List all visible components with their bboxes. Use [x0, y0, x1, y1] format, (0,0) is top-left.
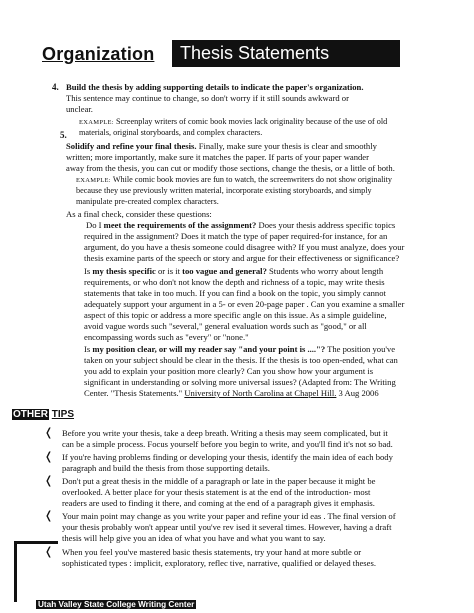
bullet-icon: ❬	[44, 545, 54, 558]
question3-line4: significant in understanding or solving more universal issues? (Adapted from: The Writing	[84, 377, 396, 387]
question3-line1: Is my position clear, or will my reader say "and your point is ...."? The position you've	[84, 344, 396, 354]
step4-title: Build the thesis by adding supporting details to indicate the paper's organization.	[66, 82, 364, 92]
step5-line1: Solidify and refine your final thesis. Finally, make sure your thesis is clear and smoothly	[66, 141, 377, 151]
tip4-line1: Your main point may change as you write your paper and refine your id eas . The final version of	[62, 511, 396, 521]
question3-line2: taken on your subject should be clear in the thesis. If the thesis is too open-ended, what can	[84, 355, 398, 365]
final-check-intro: As a final check, consider these questions:	[66, 209, 212, 219]
question2-line7: encompassing words such as "every" or "none."	[84, 332, 249, 342]
question2-line6: avoid vague words such "several," general evaluation words such as "good," or all	[84, 321, 367, 331]
tip5-line1: When you feel you've mastered basic thesis statements, try your hand at more subtle or	[62, 547, 362, 557]
bullet-icon: ❬	[44, 474, 54, 487]
tip3-line1: Don't put a great thesis in the middle of a paragraph or late in the paper because it might be	[62, 476, 376, 486]
tip4-line3: thesis will help give you an idea of what you have and what you want to say.	[62, 533, 326, 543]
bullet-icon: ❬	[44, 450, 54, 463]
question1-line2: required in the assignment? Does it match the type of paper required-for instance, for an	[84, 231, 388, 241]
tip1-line2: can be a simple process. Focus yourself before you begin to write, and you'll find it's not so bad.	[62, 439, 393, 449]
tip2-line2: paragraph and build the thesis from those supporting details.	[62, 463, 270, 473]
other-tips-heading: OTHER TIPS	[13, 409, 75, 420]
tip3-line2: overlooked. A better place for your thesis statement is at the end of the introduction- most	[62, 487, 371, 497]
footer-frame-side	[14, 542, 17, 602]
source-link[interactable]: University of North Carolina at Chapel Hill.	[184, 388, 337, 398]
bullet-icon: ❬	[44, 509, 54, 522]
tip2-line1: If you're having problems finding or developing your thesis, identify the main idea of each body	[62, 452, 393, 462]
step4-example-line1: EXAMPLE: Screenplay writers of comic book movies lack originality because of the use of old	[79, 117, 388, 126]
step5-example-line2: because they use previously written material, incorporate existing storyboards, and simply	[76, 186, 372, 195]
step5-line2: written; more importantly, make sure it matches the paper. If parts of your paper wander	[66, 152, 369, 162]
tip4-line2: your thesis probably won't appear until you've rev ised it several times. However, having a draft	[62, 522, 392, 532]
question2-line4: adequately support your argument in a 5- or even 20-page paper . Can you examine a smaller	[84, 299, 405, 309]
step5-line3: away from the thesis, you can cut or modify those sections, change the thesis, or a little of both.	[66, 163, 395, 173]
step4-line3: unclear.	[66, 104, 93, 114]
step-number-5: 5.	[60, 130, 67, 140]
question1-line4: thesis examine parts of the speech or story and argue for their effectiveness or significance?	[84, 253, 400, 263]
footer-label: Utah Valley State College Writing Center	[38, 600, 195, 609]
tip3-line3: readers are used to finding it there, and coming at the end of a paragraph gives it emphasis.	[62, 498, 375, 508]
tip5-line2: sophisticated types : implicit, exploratory, reflec tive, narrative, qualified or delayed theses.	[62, 558, 376, 568]
question2-line5: aspect of this topic or address a more specific angle on this issue. As a simple guideline,	[84, 310, 387, 320]
step5-example-line3: manipulate pre-created complex characters.	[76, 197, 219, 206]
tip1-line1: Before you write your thesis, take a deep breath. Writing a thesis may seem complicated, but it	[62, 428, 388, 438]
question2-line3: statements that take in too much. If you can find a book on the topic, you simply cannot	[84, 288, 386, 298]
section-title-organization: Organization	[42, 44, 155, 64]
bullet-icon: ❬	[44, 426, 54, 439]
step5-example-line1: EXAMPLE: While comic book movies are fun to watch, the screenwriters do not show originality	[76, 175, 393, 184]
question1-line3: argument, do you have a thesis someone could disagree with? If you must analyze, does your	[84, 242, 405, 252]
footer-frame-top	[14, 541, 58, 544]
step4-line2: This sentence may continue to change, so don't worry if it still sounds awkward or	[66, 93, 349, 103]
question2-line2: requirements, or who don't not know the depth and richness of a topic, may write thesis	[84, 277, 385, 287]
question3-line3: you add to explain your position more clearly? Can you show how your argument is	[84, 366, 374, 376]
question3-line5: Center. "Thesis Statements." University of North Carolina at Chapel Hill. 3 Aug 2006	[84, 388, 379, 398]
step-number-4: 4.	[52, 82, 59, 92]
question1-line1: Do I meet the requirements of the assignment? Does your thesis address specific topics	[86, 220, 396, 230]
question2-line1: Is my thesis specific or is it too vague and general? Students who worry about length	[84, 266, 384, 276]
page-title: Thesis Statements	[172, 40, 400, 67]
step4-example-line2: materials, original storyboards, and complex characters.	[79, 128, 263, 137]
